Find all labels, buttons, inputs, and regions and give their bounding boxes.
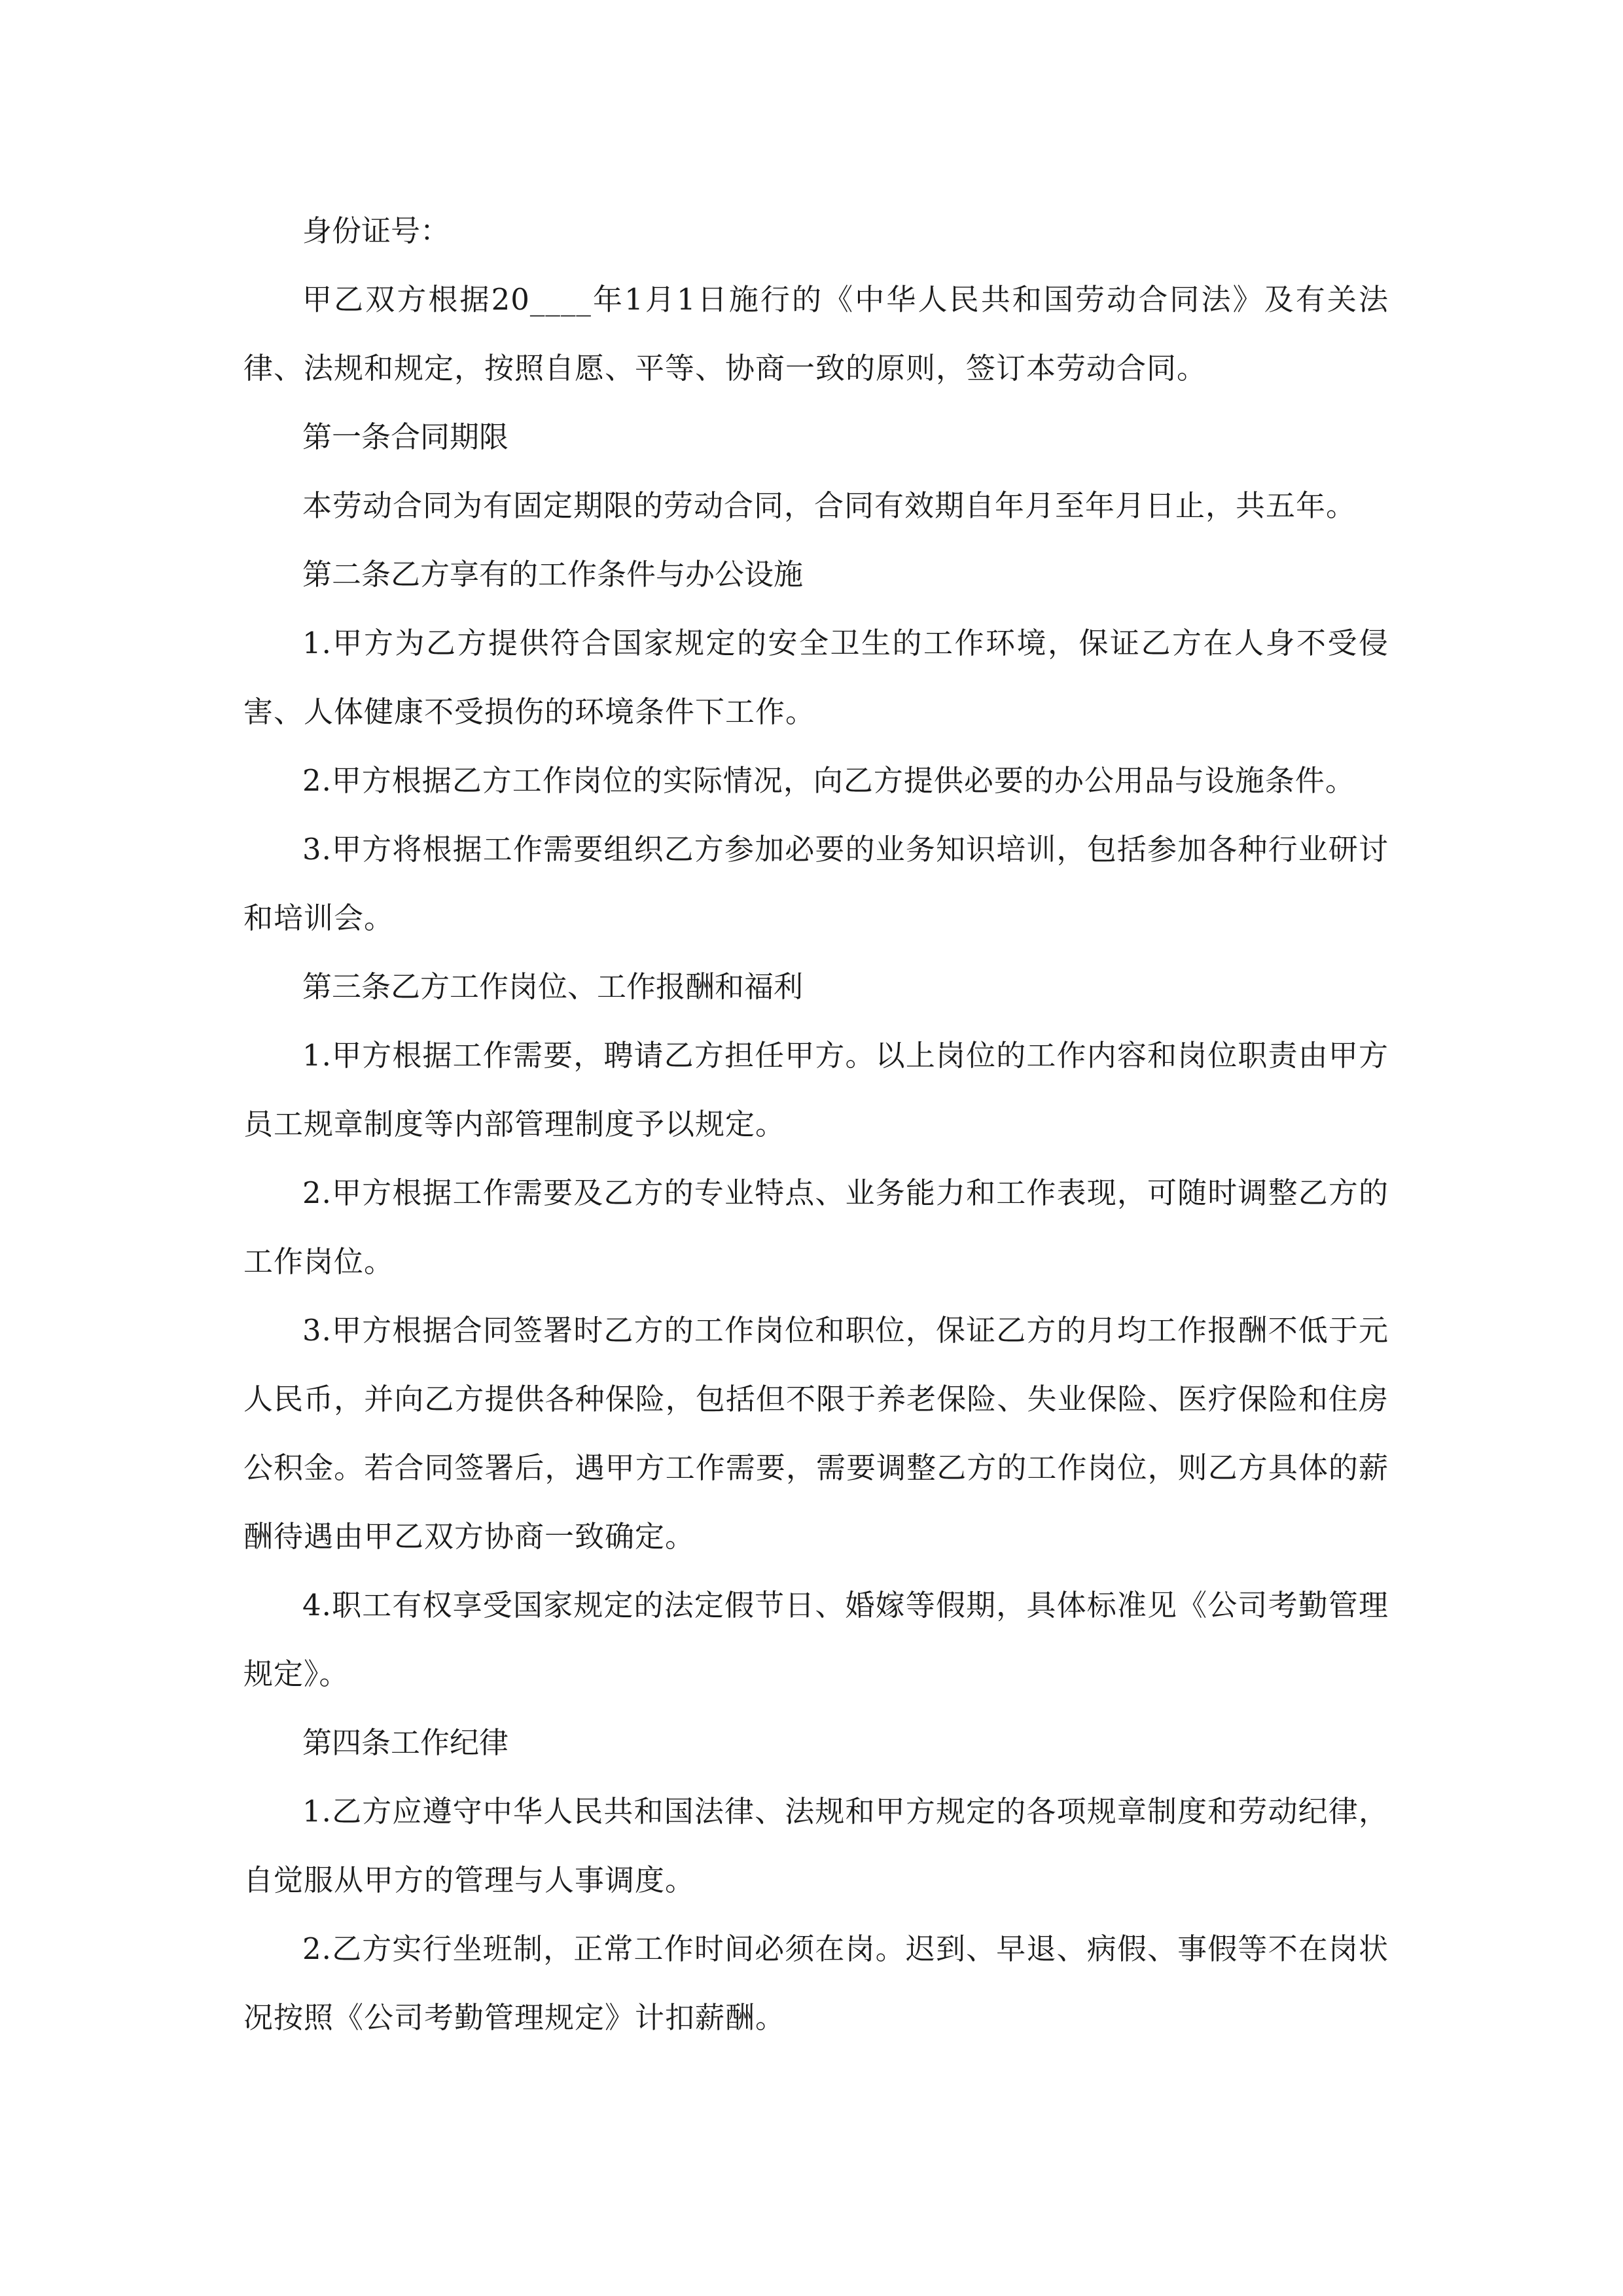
- article-4-item-1: 1.乙方应遵守中华人民共和国法律、法规和甲方规定的各项规章制度和劳动纪律，自觉服从甲方的管理与人事调度。: [243, 1794, 1389, 1897]
- document-page: [243, 196, 1389, 2052]
- article-1-paragraph: 本劳动合同为有固定期限的劳动合同，合同有效期自年月至年月日止，共五年。: [302, 488, 1357, 523]
- article-4-title: 第四条工作纪律: [302, 1725, 509, 1760]
- article-2-title: 第二条乙方享有的工作条件与办公设施: [302, 557, 804, 592]
- id-number-label: 身份证号：: [302, 213, 450, 248]
- article-1-title: 第一条合同期限: [302, 420, 509, 454]
- article-2-item-3: 3.甲方将根据工作需要组织乙方参加必要的业务知识培训，包括参加各种行业研讨和培训会。: [243, 832, 1389, 935]
- article-3-item-3: 3.甲方根据合同签署时乙方的工作岗位和职位，保证乙方的月均工作报酬不低于元人民币，并向乙方提供各种保险，包括但不限于养老保险、失业保险、医疗保险和住房公积金。若合同签署后，遇甲方工作需要，需要调整乙方的工作岗位，则乙方具体的薪酬待遇由甲乙双方协商一致确定。: [243, 1313, 1389, 1554]
- article-4-item-2: 2.乙方实行坐班制，正常工作时间必须在岗。迟到、早退、病假、事假等不在岗状况按照《公司考勤管理规定》计扣薪酬。: [243, 1931, 1389, 2035]
- article-3-item-4: 4.职工有权享受国家规定的法定假节日、婚嫁等假期，具体标准见《公司考勤管理规定》。: [243, 1588, 1389, 1691]
- article-3-title: 第三条乙方工作岗位、工作报酬和福利: [302, 969, 804, 1004]
- article-3-item-2: 2.甲方根据工作需要及乙方的专业特点、业务能力和工作表现，可随时调整乙方的工作岗位。: [243, 1175, 1389, 1279]
- intro-paragraph: 甲乙双方根据20____年1月1日施行的《中华人民共和国劳动合同法》及有关法律、法规和规定，按照自愿、平等、协商一致的原则，签订本劳动合同。: [243, 282, 1389, 386]
- article-3-item-1: 1.甲方根据工作需要，聘请乙方担任甲方。以上岗位的工作内容和岗位职责由甲方员工规章制度等内部管理制度予以规定。: [243, 1038, 1389, 1141]
- article-2-item-1: 1.甲方为乙方提供符合国家规定的安全卫生的工作环境，保证乙方在人身不受侵害、人体健康不受损伤的环境条件下工作。: [243, 626, 1389, 729]
- article-2-item-2: 2.甲方根据乙方工作岗位的实际情况，向乙方提供必要的办公用品与设施条件。: [302, 763, 1355, 798]
